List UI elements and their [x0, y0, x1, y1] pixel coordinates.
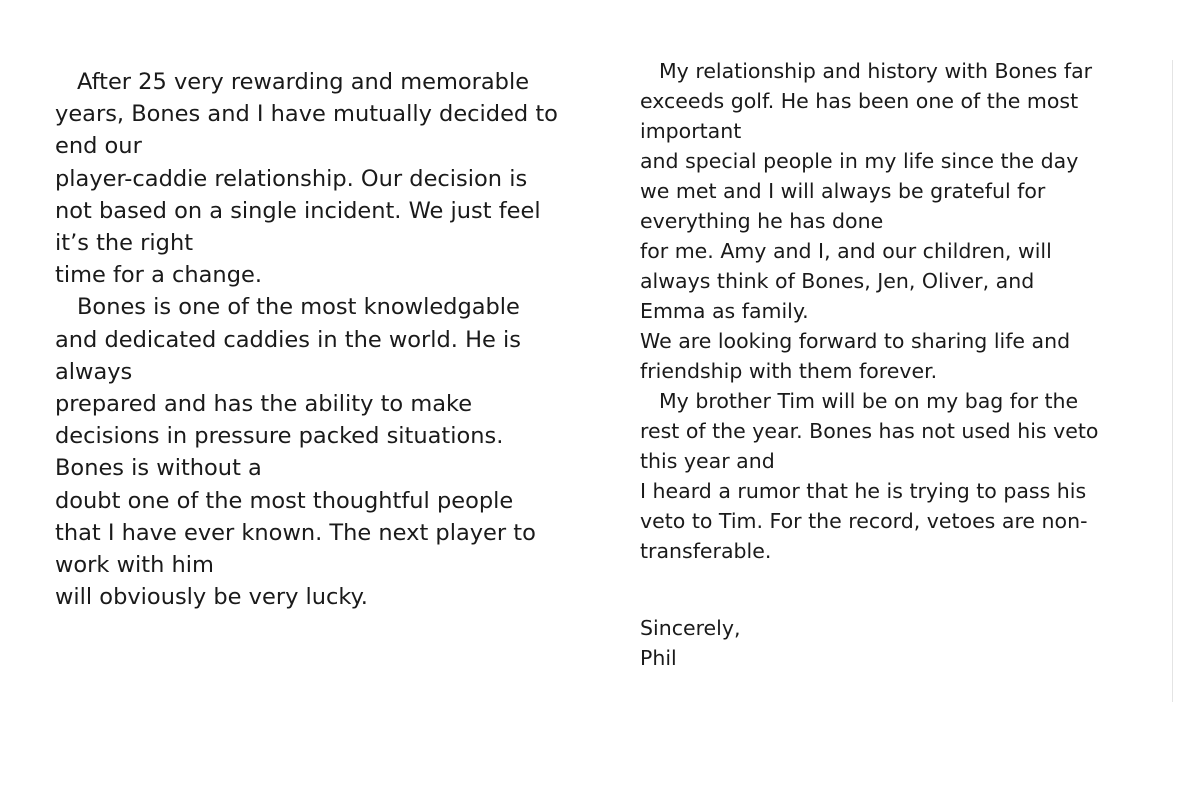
letter-line: exceeds golf. He has been one of the most — [640, 89, 1079, 113]
letter-line: not based on a single incident. We just feel — [55, 197, 541, 224]
letter-line: doubt one of the most thoughtful people — [55, 487, 514, 514]
letter-line: years, Bones and I have mutually decided to — [55, 101, 558, 128]
letter-line: always — [55, 358, 133, 385]
letter-line: After 25 very rewarding and memorable — [77, 69, 530, 95]
letter-line: decisions in pressure packed situations. — [55, 423, 504, 450]
letter-line: for me. Amy and I, and our children, will — [640, 239, 1052, 263]
letter-line: everything he has done — [640, 209, 884, 233]
letter-line: Bones is one of the most knowledgable — [77, 294, 520, 321]
letter-line: it’s the right — [55, 230, 194, 257]
letter-line: veto to Tim. For the record, vetoes are non- — [640, 509, 1088, 533]
letter-line: We are looking forward to sharing life and — [640, 329, 1071, 353]
letter-line: important — [640, 119, 742, 143]
letter-line: transferable. — [640, 539, 772, 563]
letter-line: time for a change. — [55, 262, 262, 289]
letter-line: work with him — [55, 552, 214, 579]
letter-line: and dedicated caddies in the world. He is — [55, 326, 521, 353]
letter-line: end our — [55, 133, 142, 160]
letter-line: player-caddie relationship. Our decision is — [55, 165, 528, 192]
letter-line: friendship with them forever. — [640, 359, 938, 383]
letter-line: Emma as family. — [640, 299, 809, 323]
letter-line: we met and I will always be grateful for — [640, 179, 1046, 203]
letter-line: and special people in my life since the day — [640, 149, 1079, 173]
signature-text: Phil — [640, 646, 677, 670]
letter-right-column — [640, 56, 1160, 673]
paragraph-gap — [640, 566, 1160, 613]
letter-line: that I have ever known. The next player to — [55, 519, 536, 546]
closing-text: Sincerely, — [640, 616, 741, 640]
letter-line: I heard a rumor that he is trying to pass his — [640, 479, 1087, 503]
letter-left-column — [55, 66, 615, 613]
letter-line: prepared and has the ability to make — [55, 391, 473, 418]
letter-line: this year and — [640, 449, 775, 473]
letter-line: Bones is without a — [55, 455, 262, 482]
letter-line: My brother Tim will be on my bag for the — [659, 389, 1079, 413]
letter-line: will obviously be very lucky. — [55, 584, 368, 611]
letter-line: rest of the year. Bones has not used his veto — [640, 419, 1099, 443]
letter-line: My relationship and history with Bones far — [659, 59, 1093, 83]
page-edge-divider — [1172, 60, 1173, 702]
letter-line: always think of Bones, Jen, Oliver, and — [640, 269, 1035, 293]
